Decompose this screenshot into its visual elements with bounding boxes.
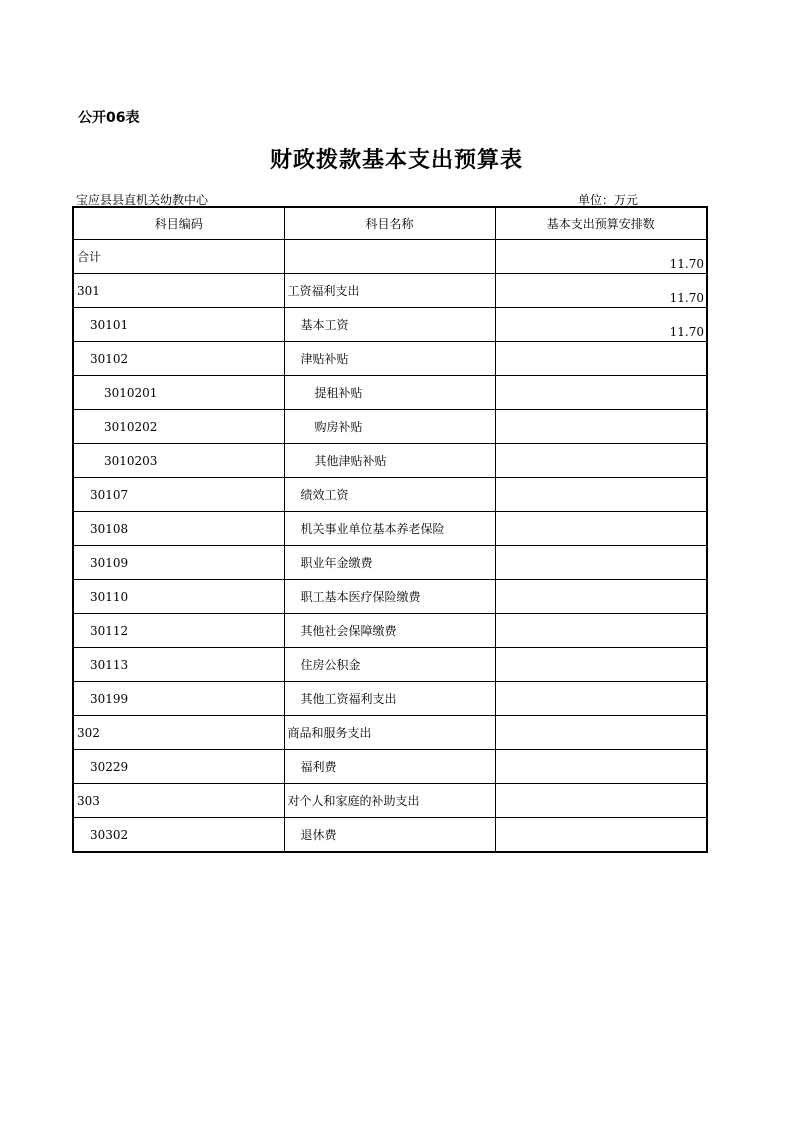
cell-code: 3010201	[73, 376, 284, 410]
cell-code: 30102	[73, 342, 284, 376]
cell-name: 提租补贴	[284, 376, 495, 410]
table-row	[73, 342, 707, 376]
cell-name: 职工基本医疗保险缴费	[284, 580, 495, 614]
cell-amount: 11.70	[495, 274, 707, 308]
table-row	[73, 478, 707, 512]
table-row	[73, 716, 707, 750]
cell-code: 3010203	[73, 444, 284, 478]
cell-amount	[495, 682, 707, 716]
form-number: 公开06表	[78, 110, 140, 126]
cell-code: 303	[73, 784, 284, 818]
table-row	[73, 818, 707, 853]
cell-amount	[495, 376, 707, 410]
cell-code: 合计	[73, 240, 284, 274]
cell-name	[284, 240, 495, 274]
cell-name: 机关事业单位基本养老保险	[284, 512, 495, 546]
cell-amount	[495, 580, 707, 614]
table-row	[73, 410, 707, 444]
cell-name: 其他工资福利支出	[284, 682, 495, 716]
column-header-name: 科目名称	[284, 207, 495, 240]
cell-amount: 11.70	[495, 240, 707, 274]
table-row	[73, 784, 707, 818]
unit-label: 单位：万元	[578, 193, 639, 207]
budget-table	[72, 206, 708, 853]
cell-name: 津贴补贴	[284, 342, 495, 376]
cell-name: 其他津贴补贴	[284, 444, 495, 478]
cell-code: 302	[73, 716, 284, 750]
cell-code: 301	[73, 274, 284, 308]
cell-amount	[495, 478, 707, 512]
cell-code: 30112	[73, 614, 284, 648]
table-body	[73, 240, 707, 853]
table-row	[73, 614, 707, 648]
table-row	[73, 512, 707, 546]
organization-name: 宝应县县直机关幼教中心	[76, 193, 209, 207]
cell-name: 其他社会保障缴费	[284, 614, 495, 648]
cell-amount	[495, 444, 707, 478]
cell-amount	[495, 546, 707, 580]
cell-code: 30229	[73, 750, 284, 784]
table-row	[73, 376, 707, 410]
cell-code: 30199	[73, 682, 284, 716]
cell-code: 30113	[73, 648, 284, 682]
cell-amount	[495, 818, 707, 853]
cell-amount	[495, 410, 707, 444]
cell-amount	[495, 614, 707, 648]
cell-name: 购房补贴	[284, 410, 495, 444]
cell-amount	[495, 750, 707, 784]
table-header-row	[73, 207, 707, 240]
cell-code: 3010202	[73, 410, 284, 444]
cell-amount	[495, 342, 707, 376]
table-row	[73, 648, 707, 682]
table-row	[73, 274, 707, 308]
cell-name: 基本工资	[284, 308, 495, 342]
cell-name: 对个人和家庭的补助支出	[284, 784, 495, 818]
table-row	[73, 546, 707, 580]
cell-name: 职业年金缴费	[284, 546, 495, 580]
cell-amount	[495, 784, 707, 818]
cell-name: 福利费	[284, 750, 495, 784]
cell-code: 30109	[73, 546, 284, 580]
cell-name: 绩效工资	[284, 478, 495, 512]
table-row	[73, 444, 707, 478]
page-title: 财政拨款基本支出预算表	[269, 148, 523, 173]
cell-code: 30302	[73, 818, 284, 853]
cell-code: 30108	[73, 512, 284, 546]
cell-amount	[495, 512, 707, 546]
table-row	[73, 240, 707, 274]
table-row	[73, 682, 707, 716]
cell-amount: 11.70	[495, 308, 707, 342]
cell-name: 商品和服务支出	[284, 716, 495, 750]
cell-name: 住房公积金	[284, 648, 495, 682]
cell-code: 30101	[73, 308, 284, 342]
cell-name: 工资福利支出	[284, 274, 495, 308]
table-row	[73, 308, 707, 342]
table-row	[73, 750, 707, 784]
cell-code: 30107	[73, 478, 284, 512]
table-row	[73, 580, 707, 614]
column-header-code: 科目编码	[73, 207, 284, 240]
column-header-amount: 基本支出预算安排数	[495, 207, 707, 240]
cell-code: 30110	[73, 580, 284, 614]
cell-amount	[495, 648, 707, 682]
cell-name: 退休费	[284, 818, 495, 853]
cell-amount	[495, 716, 707, 750]
